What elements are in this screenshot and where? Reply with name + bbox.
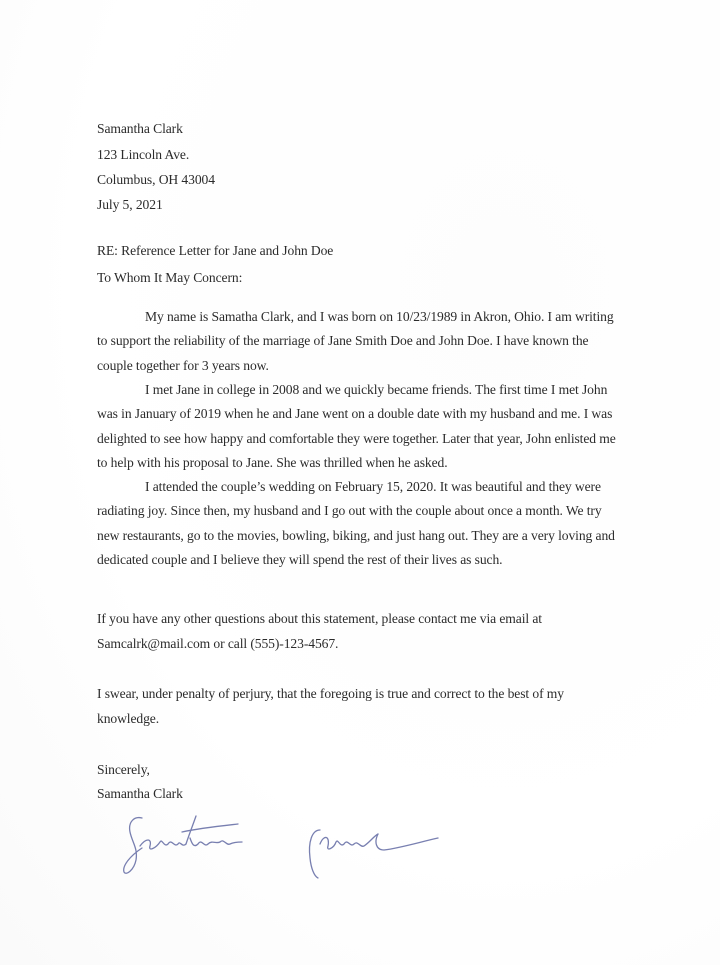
closing: Sincerely, [97,762,150,777]
oath-paragraph [97,681,564,731]
salutation: To Whom It May Concern: [97,270,243,285]
signer-name: Samantha Clark [97,786,183,801]
oath-line: knowledge. [97,711,160,726]
handwritten-signature [120,808,480,888]
body-paragraph-1 [97,305,657,378]
paragraph-line: to support the reliability of the marriage of Jane Smith Doe and John Doe. I have known the [97,333,589,349]
body-paragraph-2 [97,378,657,475]
paragraph-line: I attended the couple’s wedding on February 15, 2020. It was beautiful and they were [145,479,601,494]
paragraph-line: My name is Samatha Clark, and I was born on 10/23/1989 in Akron, Ohio. I am writing [145,309,614,324]
oath-line: I swear, under penalty of perjury, that the foregoing is true and correct to the best of my [97,686,564,701]
paragraph-line: I met Jane in college in 2008 and we quickly became friends. The first time I met John [145,382,608,397]
paragraph-line: new restaurants, go to the movies, bowling, biking, and just hang out. They are a very loving and [97,527,615,543]
letter-subject: RE: Reference Letter for Jane and John Doe [97,243,334,258]
letter-date: July 5, 2021 [97,197,163,212]
contact-paragraph [97,606,542,656]
paragraph-line: to help with his proposal to Jane. She was thrilled when he asked. [97,454,448,470]
body-paragraph-3 [97,475,657,572]
paragraph-line: was in January of 2019 when he and Jane went on a double date with my husband and me. I was [97,406,613,422]
paragraph-line: delighted to see how happy and comfortable they were together. Later that year, John enlisted me [97,430,616,446]
paragraph-line: radiating joy. Since then, my husband and I go out with the couple about once a month. We try [97,503,602,519]
paragraph-line: couple together for 3 years now. [97,357,269,373]
paragraph-line: dedicated couple and I believe they will spend the rest of their lives as such. [97,551,503,567]
contact-line: If you have any other questions about this statement, please contact me via email at [97,611,542,626]
sender-name: Samantha Clark [97,121,183,136]
sender-address-line2: Columbus, OH 43004 [97,172,215,187]
sender-address-line1: 123 Lincoln Ave. [97,147,190,162]
contact-line: Samcalrk@mail.com or call (555)-123-4567. [97,636,339,651]
